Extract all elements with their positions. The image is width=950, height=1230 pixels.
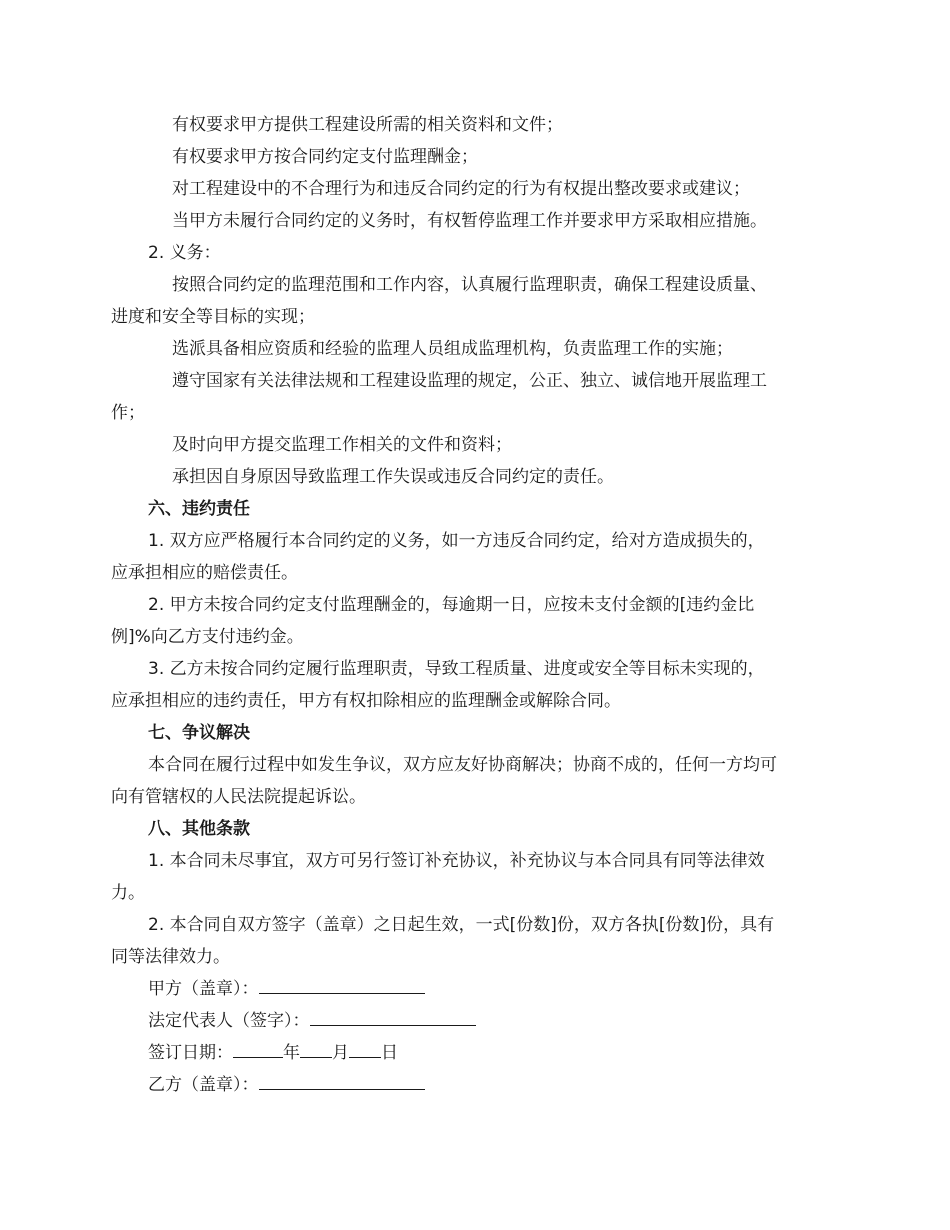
section-8-p2-line-2: 同等法律效力。	[111, 947, 230, 967]
section-7-title: 七、争议解决	[148, 723, 250, 743]
duty-4: 及时向甲方提交监理工作相关的文件和资料；	[172, 435, 512, 455]
right-item-1: 有权要求甲方提供工程建设所需的相关资料和文件；	[172, 115, 563, 135]
party-a-label: 甲方（盖章）：	[148, 979, 259, 999]
section-8-title: 八、其他条款	[148, 819, 250, 839]
year-field[interactable]	[233, 1037, 283, 1058]
section-6-p3-line-2: 应承担相应的违约责任，甲方有权扣除相应的监理酬金或解除合同。	[111, 691, 621, 711]
month-field[interactable]	[300, 1037, 332, 1058]
section-6-p2-line-1: 2. 甲方未按合同约定支付监理酬金的，每逾期一日，应按未支付金额的[违约金比	[148, 595, 755, 615]
party-b-signature-field[interactable]	[259, 1069, 425, 1090]
duty-2: 选派具备相应资质和经验的监理人员组成监理机构，负责监理工作的实施；	[172, 339, 733, 359]
legal-rep-label: 法定代表人（签字）：	[148, 1011, 310, 1031]
section-7-p1-line-1: 本合同在履行过程中如发生争议，双方应友好协商解决；协商不成的，任何一方均可	[148, 755, 777, 775]
day-field[interactable]	[349, 1037, 381, 1058]
party-a-signature-row	[111, 973, 841, 1005]
legal-rep-signature-row	[111, 1005, 841, 1037]
party-a-signature-field[interactable]	[259, 973, 425, 994]
section-6-title: 六、违约责任	[148, 499, 250, 519]
duty-3-line-1: 遵守国家有关法律法规和工程建设监理的规定，公正、独立、诚信地开展监理工	[172, 371, 767, 391]
right-item-3: 对工程建设中的不合理行为和违反合同约定的行为有权提出整改要求或建议；	[172, 179, 750, 199]
contract-page	[111, 109, 841, 1101]
sign-date-label: 签订日期：	[148, 1043, 233, 1063]
section-6-p1-line-2: 应承担相应的赔偿责任。	[111, 563, 298, 583]
duty-1-line-1: 按照合同约定的监理范围和工作内容，认真履行监理职责，确保工程建设质量、	[172, 275, 767, 295]
sign-date-row	[111, 1037, 841, 1069]
party-b-signature-row	[111, 1069, 841, 1101]
legal-rep-signature-field[interactable]	[310, 1005, 476, 1026]
year-label: 年	[283, 1043, 300, 1063]
party-b-label: 乙方（盖章）：	[148, 1075, 259, 1095]
right-item-4: 当甲方未履行合同约定的义务时，有权暂停监理工作并要求甲方采取相应措施。	[172, 211, 767, 231]
month-label: 月	[332, 1043, 349, 1063]
section-6-p1-line-1: 1. 双方应严格履行本合同约定的义务，如一方违反合同约定，给对方造成损失的，	[148, 531, 765, 551]
section-8-p1-line-2: 力。	[111, 883, 145, 903]
section-8-p2-line-1: 2. 本合同自双方签字（盖章）之日起生效，一式[份数]份，双方各执[份数]份，具有	[148, 915, 775, 935]
duty-3-line-2: 作；	[111, 403, 145, 423]
section-6-p3-line-1: 3. 乙方未按合同约定履行监理职责，导致工程质量、进度或安全等目标未实现的，	[148, 659, 765, 679]
duties-heading: 2. 义务：	[148, 243, 221, 263]
section-7-p1-line-2: 向有管辖权的人民法院提起诉讼。	[111, 787, 366, 807]
duty-5: 承担因自身原因导致监理工作失误或违反合同约定的责任。	[172, 467, 614, 487]
section-6-p2-line-2: 例]%向乙方支付违约金。	[111, 627, 304, 647]
duty-1-line-2: 进度和安全等目标的实现；	[111, 307, 315, 327]
section-8-p1-line-1: 1. 本合同未尽事宜，双方可另行签订补充协议，补充协议与本合同具有同等法律效	[148, 851, 765, 871]
day-label: 日	[381, 1043, 398, 1063]
right-item-2: 有权要求甲方按合同约定支付监理酬金；	[172, 147, 478, 167]
